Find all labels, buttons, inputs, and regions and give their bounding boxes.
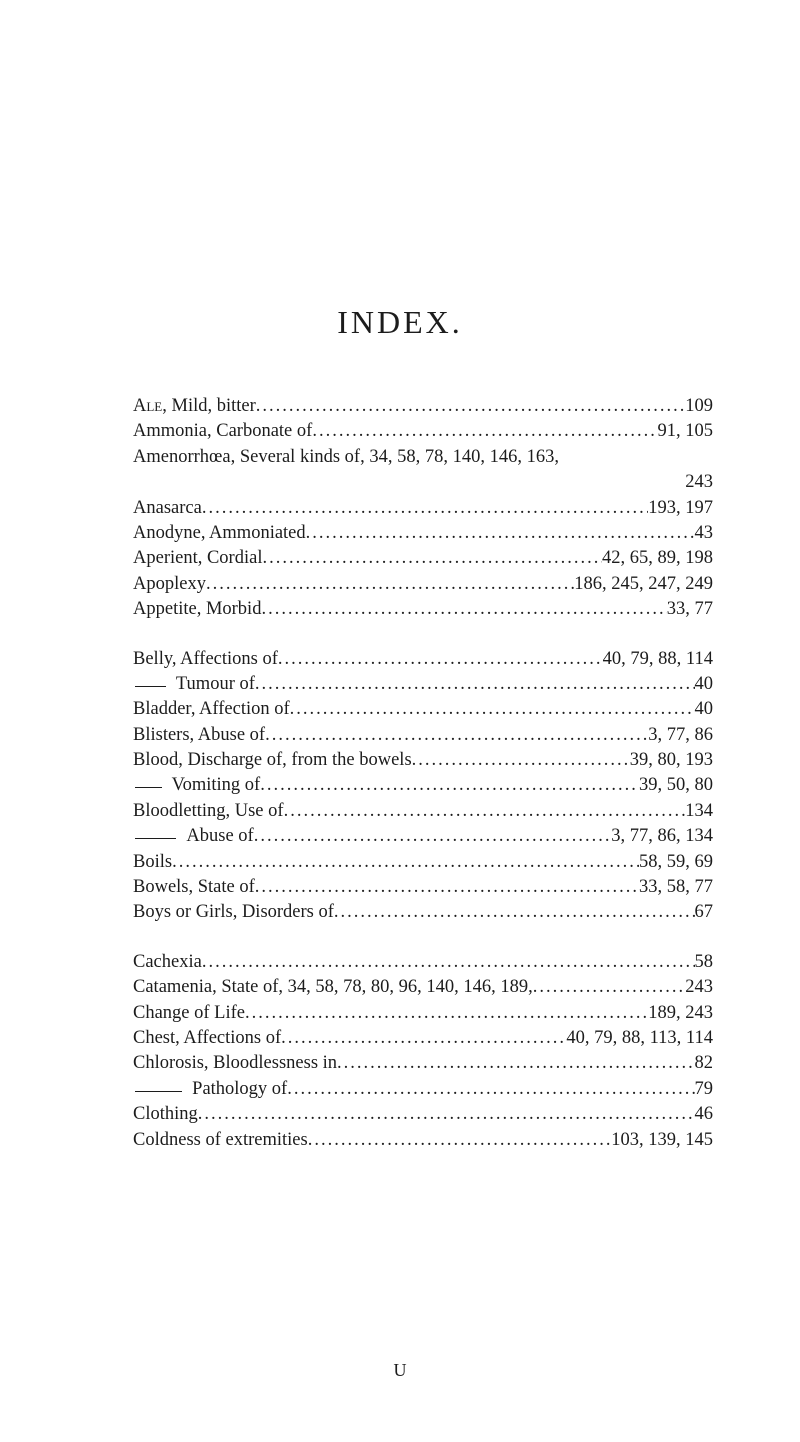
ditto-dash: [135, 686, 166, 687]
index-entry: [133, 546, 713, 571]
leader-dots: [306, 521, 695, 546]
entry-label: Chlorosis, Bloodlessness in: [133, 1053, 338, 1074]
entry-label: Blisters, Abuse of: [133, 724, 266, 745]
entry-label: Belly, Affections of: [133, 648, 278, 669]
index-entry: [133, 1102, 713, 1127]
entry-pages: 39, 80, 193: [629, 750, 713, 771]
entry-label: Bladder, Affection of: [133, 699, 290, 720]
leader-dots: [412, 748, 630, 773]
index-entry: [133, 799, 713, 824]
leader-dots: [262, 546, 602, 571]
entry-label: Boils: [133, 851, 173, 872]
entry-label: Blood, Discharge of, from the bowels: [133, 750, 412, 771]
leader-dots: [334, 900, 695, 925]
leader-dots: [254, 824, 612, 849]
entry-pages: 103, 139, 145: [611, 1129, 713, 1150]
entry-pages: 243: [685, 977, 713, 998]
leader-dots: [255, 672, 695, 697]
leader-dots: [308, 1128, 612, 1153]
entry-label-rest: , Mild, bitter: [162, 396, 256, 416]
entry-pages-continuation: 243: [685, 472, 713, 493]
entry-label: Boys or Girls, Disorders of: [133, 902, 334, 923]
leader-dots: [256, 394, 685, 419]
entry-label: Aperient, Cordial: [133, 548, 263, 569]
ditto-dash: [135, 787, 162, 788]
leader-dots: [533, 975, 685, 1000]
leader-dots: [265, 723, 648, 748]
leader-dots: [172, 850, 639, 875]
entry-label: Vomiting of: [171, 775, 261, 796]
leader-dots: [198, 1102, 695, 1127]
leader-dots: [287, 1077, 694, 1102]
index-entry: [133, 950, 713, 975]
entry-pages: 134: [685, 800, 713, 821]
entry-label: Catamenia, State of, 34, 58, 78, 80, 96, 140, 146, 189,: [133, 977, 533, 998]
page-title: INDEX.: [337, 304, 463, 340]
index-entry: [133, 1051, 713, 1076]
entry-label: Amenorrhœa, Several kinds of, 34, 58, 78, 140, 146, 163,: [133, 446, 559, 467]
index-section-a: [133, 394, 713, 623]
entry-pages: 39, 50, 80: [639, 775, 713, 796]
entry-pages: 109: [685, 396, 713, 416]
entry-label: Ammonia, Carbonate of: [133, 421, 313, 442]
index-entry: [133, 445, 713, 470]
ditto-dash: [135, 1091, 182, 1092]
index-subentry: [133, 824, 713, 849]
leader-dots: [337, 1051, 694, 1076]
entry-label: Chest, Affections of: [133, 1027, 282, 1048]
entry-pages: 3, 77, 86, 134: [611, 826, 713, 847]
entry-label: Ale, Mild, bitter: [133, 396, 256, 416]
index-entry: [133, 597, 713, 622]
entry-label: Pathology of: [192, 1078, 288, 1099]
entry-pages: 40: [694, 673, 713, 694]
entry-pages: 33, 58, 77: [639, 877, 713, 898]
index-section-c: [133, 950, 713, 1153]
index-entry: [133, 1128, 713, 1153]
index-entry: [133, 723, 713, 748]
index-entry: [133, 419, 713, 444]
index-entry: [133, 900, 713, 925]
entry-pages: 82: [694, 1053, 713, 1074]
leader-dots: [202, 496, 648, 521]
index-subentry: [133, 773, 713, 798]
entry-pages: 3, 77, 86: [648, 724, 713, 745]
entry-pages: 91, 105: [657, 421, 713, 442]
signature-mark: U: [393, 1360, 407, 1380]
entry-pages: 40: [694, 699, 713, 720]
entry-pages: 58, 59, 69: [639, 851, 713, 872]
entry-pages: 42, 65, 89, 198: [602, 548, 713, 569]
leader-dots: [281, 1026, 566, 1051]
index-entry: [133, 975, 713, 1000]
entry-pages: 79: [694, 1078, 713, 1099]
leader-dots: [278, 647, 603, 672]
entry-pages: 40, 79, 88, 114: [602, 648, 713, 669]
entry-label: Appetite, Morbid: [133, 599, 262, 620]
entry-pages: 189, 243: [648, 1002, 713, 1023]
entry-label: Bloodletting, Use of: [133, 800, 284, 821]
leader-dots: [206, 572, 574, 597]
index-entry: [133, 875, 713, 900]
index-entry: [133, 572, 713, 597]
index-entry: [133, 521, 713, 546]
entry-label: Anasarca: [133, 497, 202, 518]
index-entry: [133, 394, 713, 419]
index-subentry: [133, 1077, 713, 1102]
leader-dots: [261, 597, 666, 622]
entry-label: Bowels, State of: [133, 877, 255, 898]
ditto-dash: [135, 838, 176, 839]
index-entry: [133, 850, 713, 875]
index-entry: [133, 496, 713, 521]
entry-pages: 58: [694, 951, 713, 972]
entry-label: Abuse of: [186, 826, 254, 847]
leader-dots: [255, 875, 639, 900]
entry-pages: 67: [694, 902, 713, 923]
entry-pages: 33, 77: [666, 599, 713, 620]
leader-dots: [202, 950, 695, 975]
section-gap: [133, 926, 713, 950]
entry-pages: 193, 197: [648, 497, 713, 518]
index-entry: [133, 697, 713, 722]
leader-dots: [290, 697, 695, 722]
entry-pages: 40, 79, 88, 113, 114: [566, 1027, 713, 1048]
entry-label: Change of Life: [133, 1002, 245, 1023]
index-entry: [133, 1026, 713, 1051]
entry-label: Anodyne, Ammoniated: [133, 522, 306, 543]
leader-dots: [312, 419, 657, 444]
entry-pages: 186, 245, 247, 249: [574, 573, 713, 594]
entry-label: Clothing: [133, 1104, 198, 1125]
index-entry: [133, 1001, 713, 1026]
index-entry: [133, 647, 713, 672]
index-subentry: [133, 672, 713, 697]
entry-label: Apoplexy: [133, 573, 206, 594]
entry-label: Tumour of: [175, 673, 255, 694]
entry-label: Cachexia: [133, 951, 202, 972]
leader-dots: [284, 799, 686, 824]
entry-pages: 43: [694, 522, 713, 543]
entry-label: Coldness of extremities: [133, 1129, 308, 1150]
index-section-b: [133, 647, 713, 926]
index-entry: [133, 748, 713, 773]
leader-dots: [260, 773, 639, 798]
section-gap: [133, 623, 713, 647]
leader-dots: [245, 1001, 648, 1026]
index-list: [133, 394, 713, 1153]
entry-pages: 46: [694, 1104, 713, 1125]
